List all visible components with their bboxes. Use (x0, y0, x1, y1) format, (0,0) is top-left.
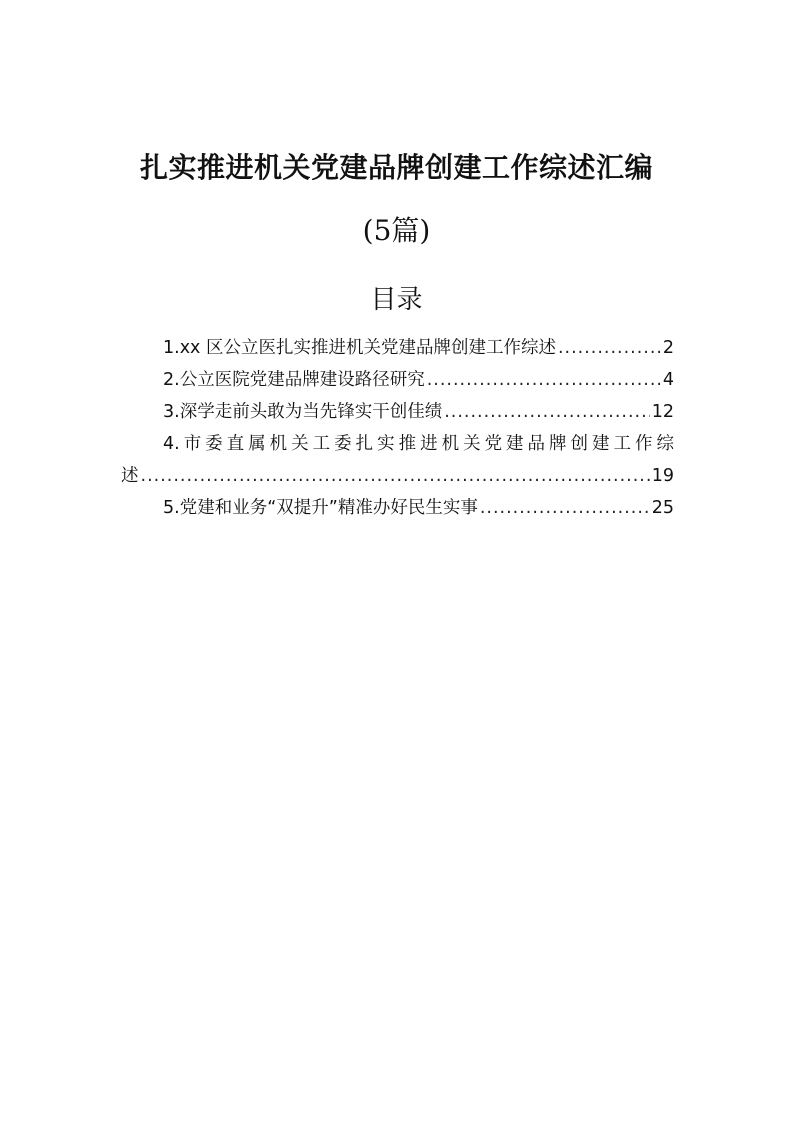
toc-leader-dots (444, 396, 650, 428)
toc-entry-text: 2.公立医院党建品牌建设路径研究 (163, 370, 425, 390)
toc-leader-dots (558, 332, 661, 364)
document-subtitle: (5篇) (362, 214, 431, 247)
toc-heading: 目录 (370, 285, 423, 315)
toc-page-number: 4 (662, 370, 674, 390)
toc-entry-4[interactable] (121, 428, 674, 492)
toc-entry-text: 1.xx 区公立医扎实推进机关党建品牌创建工作综述 (163, 338, 556, 358)
toc-page-number: 12 (651, 402, 674, 422)
toc-leader-dots (427, 364, 661, 396)
toc-leader-dots (141, 460, 650, 492)
toc-entry-text: 5.党建和业务“双提升”精准办好民生实事 (163, 498, 478, 518)
toc-page-number: 25 (651, 498, 674, 518)
toc-entry-text: 4.市委直属机关工委扎实推进机关党建品牌创建工作综 (163, 434, 674, 454)
toc-entry-5[interactable] (121, 492, 674, 524)
toc-page-number: 2 (662, 338, 674, 358)
toc-entry-text: 3.深学走前头敢为当先锋实干创佳绩 (163, 402, 443, 422)
document-title: 扎实推进机关党建品牌创建工作综述汇编 (139, 151, 653, 184)
toc-leader-dots (480, 492, 650, 524)
toc-entry-1[interactable] (121, 332, 674, 364)
toc-entry-text: 述 (121, 466, 139, 486)
toc-entry-continuation (121, 460, 674, 492)
toc-page-number: 19 (651, 466, 674, 486)
toc-entry-3[interactable] (121, 396, 674, 428)
table-of-contents (121, 332, 674, 524)
toc-entry-2[interactable] (121, 364, 674, 396)
